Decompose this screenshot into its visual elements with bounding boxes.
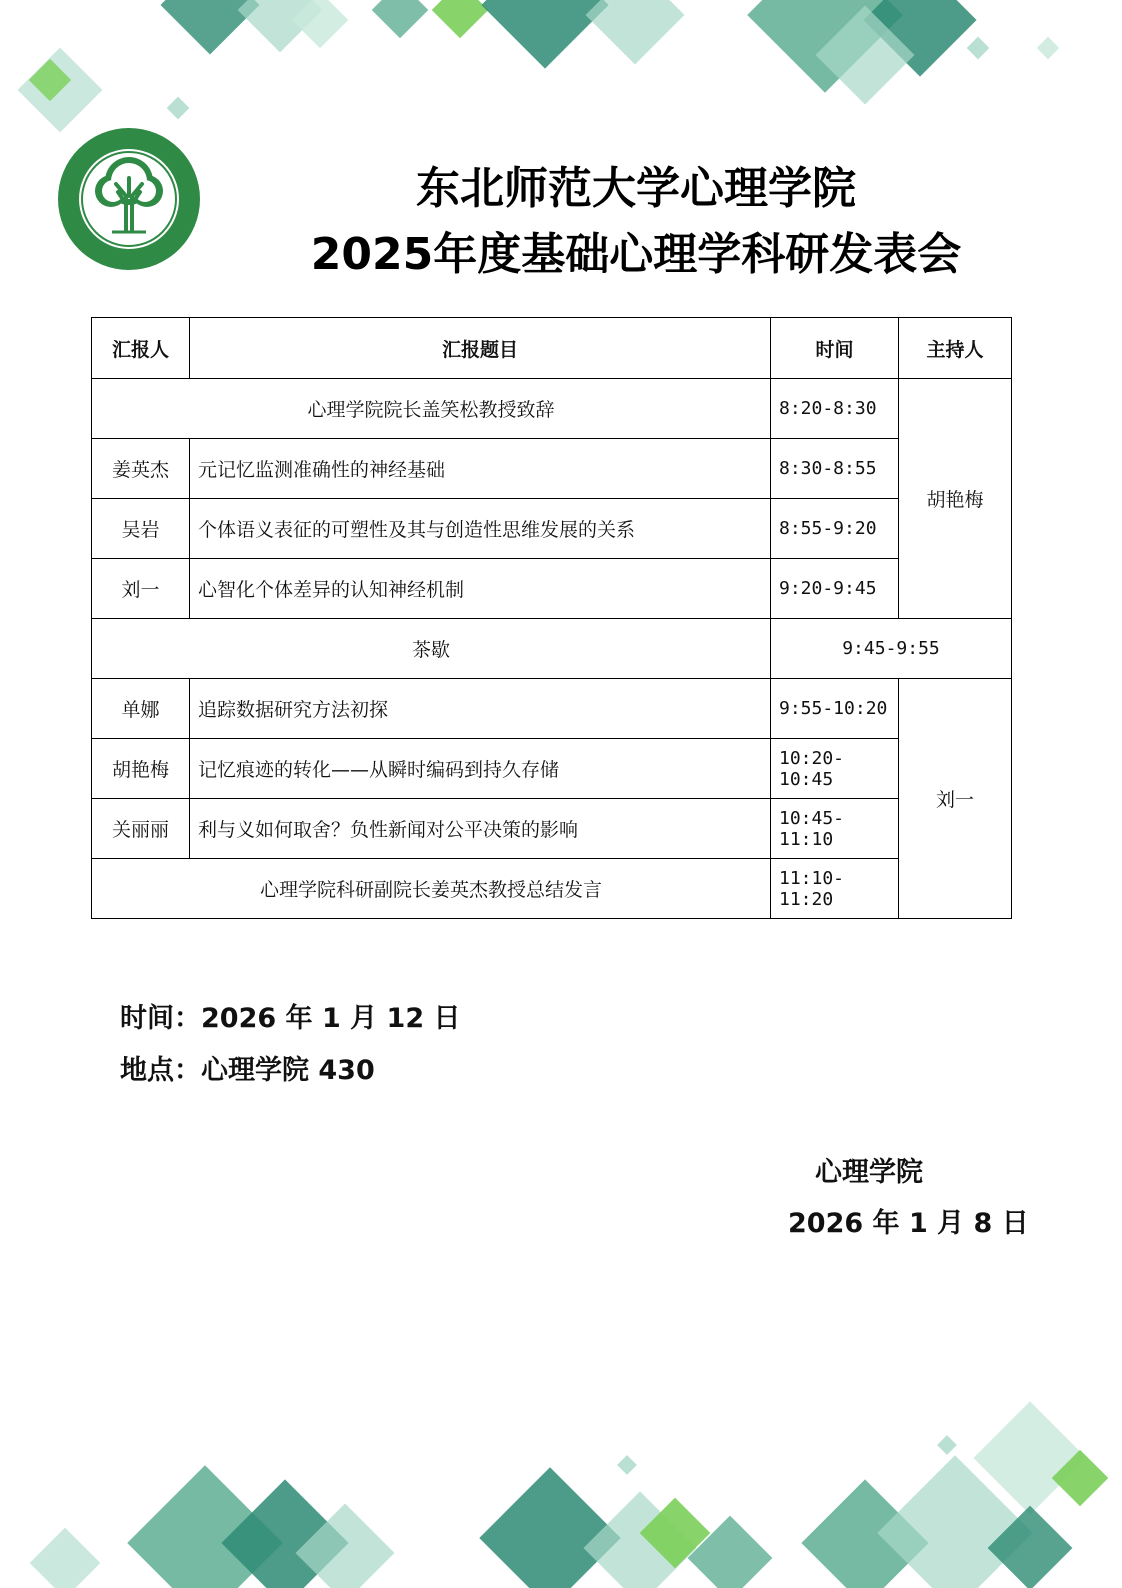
cell-topic: 茶歇 — [92, 619, 771, 679]
table-row — [92, 859, 1012, 919]
cell-topic: 记忆痕迹的转化——从瞬时编码到持久存储 — [190, 739, 771, 799]
cell-reporter: 吴岩 — [92, 499, 190, 559]
cell-topic: 个体语义表征的可塑性及其与创造性思维发展的关系 — [190, 499, 771, 559]
signature-date: 2026 年 1 月 8 日 — [788, 1208, 1029, 1239]
page-title-line1: 东北师范大学心理学院 — [416, 163, 856, 214]
schedule-table — [91, 317, 1012, 919]
cell-reporter: 单娜 — [92, 679, 190, 739]
cell-time: 10:45-11:10 — [771, 799, 899, 859]
cell-topic: 心智化个体差异的认知神经机制 — [190, 559, 771, 619]
table-row — [92, 619, 1012, 679]
table-row — [92, 679, 1012, 739]
decorative-bottom-pattern — [0, 1398, 1122, 1588]
cell-topic: 心理学院科研副院长姜英杰教授总结发言 — [92, 859, 771, 919]
cell-reporter: 关丽丽 — [92, 799, 190, 859]
event-place: 地点：心理学院 430 — [120, 1055, 375, 1086]
signature-org: 心理学院 — [815, 1157, 923, 1188]
cell-time: 11:10-11:20 — [771, 859, 899, 919]
header-reporter: 汇报人 — [92, 318, 190, 379]
cell-time: 8:30-8:55 — [771, 439, 899, 499]
cell-reporter: 刘一 — [92, 559, 190, 619]
cell-topic: 元记忆监测准确性的神经基础 — [190, 439, 771, 499]
cell-host: 胡艳梅 — [899, 379, 1012, 619]
page-title-line2: 2025年度基础心理学科研发表会 — [310, 229, 962, 280]
cell-topic: 追踪数据研究方法初探 — [190, 679, 771, 739]
cell-topic: 心理学院院长盖笑松教授致辞 — [92, 379, 771, 439]
header-time: 时间 — [771, 318, 899, 379]
event-time: 时间：2026 年 1 月 12 日 — [120, 1003, 461, 1034]
cell-host: 刘一 — [899, 679, 1012, 919]
cell-time: 9:20-9:45 — [771, 559, 899, 619]
table-row — [92, 739, 1012, 799]
cell-reporter: 姜英杰 — [92, 439, 190, 499]
cell-time: 9:55-10:20 — [771, 679, 899, 739]
cell-time: 8:55-9:20 — [771, 499, 899, 559]
cell-time: 9:45-9:55 — [771, 619, 1012, 679]
cell-time: 8:20-8:30 — [771, 379, 899, 439]
table-row — [92, 799, 1012, 859]
cell-topic: 利与义如何取舍？负性新闻对公平决策的影响 — [190, 799, 771, 859]
table-row — [92, 439, 1012, 499]
table-row — [92, 499, 1012, 559]
cell-reporter: 胡艳梅 — [92, 739, 190, 799]
table-row — [92, 559, 1012, 619]
cell-time: 10:20-10:45 — [771, 739, 899, 799]
header-topic: 汇报题目 — [190, 318, 771, 379]
table-header-row — [92, 318, 1012, 379]
table-row — [92, 379, 1012, 439]
header-host: 主持人 — [899, 318, 1012, 379]
